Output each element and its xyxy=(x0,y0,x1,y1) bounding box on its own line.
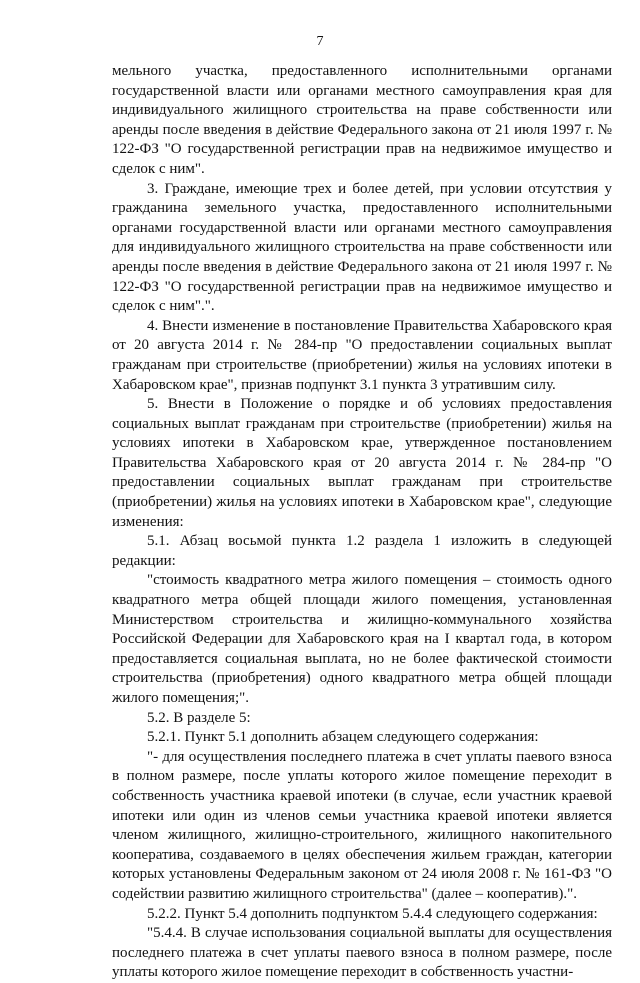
document-body xyxy=(112,62,612,983)
paragraph-item-5-2-2: 5.2.2. Пункт 5.4 дополнить подпунктом 5.4.4 следующего содержания: xyxy=(147,905,598,922)
page-number: 7 xyxy=(316,34,324,49)
paragraph-item-5: 5. Внести в Положение о порядке и об условиях предоставления социальных выплат гражданам при строительстве (приобретении) жилья на условиях ипотеки в Хабаровском крае, утвержденное постановлением Правительства Хабаровского края от 20 августа 2014 г. № 284-пр "О предоставлении социальных выплат гражданам при строительстве (приобретении) жилья на условиях ипотеки в Хабаровском крае", следующие изменения: xyxy=(112,396,612,530)
paragraph-continuation: мельного участка, предоставленного исполнительными органами государственной власти или органами местного самоуправления края для индивидуального жилищного строительства на праве собственности или аренды после введения в действие Федерального закона от 21 июля 1997 г. № 122-ФЗ "О государственной регистрации прав на недвижимое имущество и сделок с ним". xyxy=(112,63,612,177)
paragraph-quote-cooperative: "- для осуществления последнего платежа в счет уплаты паевого взноса в полном размере, после уплаты которого жилое помещение переходит в собственность участника краевой ипотеки (в случае, если участник краевой ипотеки или один из членов семьи участника краевой ипотеки является членом жилищного, жилищно-строительного, жилищного накопительного кооператива, создаваемого в целях обеспечения жильем граждан, категории которых установлены Федеральным законом от 24 июля 2008 г. № 161-ФЗ "О содействии развитию жилищного строительства" (далее – кооператив).". xyxy=(112,748,612,902)
paragraph-item-5-2: 5.2. В разделе 5: xyxy=(147,709,251,726)
paragraph-item-5-2-1: 5.2.1. Пункт 5.1 дополнить абзацем следующего содержания: xyxy=(147,729,539,746)
paragraph-item-5-1: 5.1. Абзац восьмой пункта 1.2 раздела 1 изложить в следующей редакции: xyxy=(112,533,612,569)
paragraph-item-4: 4. Внести изменение в постановление Правительства Хабаровского края от 20 августа 2014 г. № 284-пр "О предоставлении социальных выплат гражданам при строительстве (приобретении) жилья на условиях ипотеки в Хабаровском крае", признав подпункт 3.1 пункта 3 утратившим силу. xyxy=(112,317,612,393)
paragraph-item-3: 3. Граждане, имеющие трех и более детей, при условии отсутствия у гражданина земельного участка, предоставленного исполнительными органами государственной власти или органами местного самоуправления для индивидуального жилищного строительства на праве собственности или аренды после введения в действие Федерального закона от 21 июля 1997 г. № 122-ФЗ "О государственной регистрации прав на недвижимое имущество и сделок с ним".". xyxy=(112,180,612,315)
paragraph-quote-5-4-4: "5.4.4. В случае использования социальной выплаты для осуществления последнего платежа в счет уплаты паевого взноса в полном размере, после уплаты которого жилое помещение переходит в собственность участни- xyxy=(112,925,612,981)
paragraph-quote-definition: "стоимость квадратного метра жилого помещения – стоимость одного квадратного метра общей площади жилого помещения, установленная Министерством строительства и жилищно-коммунального хозяйства Российской Федерации для Хабаровского края на I квартал года, в котором предоставляется социальная выплата, но не более фактической стоимости строительства (приобретения) одного квадратного метра общей площади жилого помещения;". xyxy=(112,572,612,706)
